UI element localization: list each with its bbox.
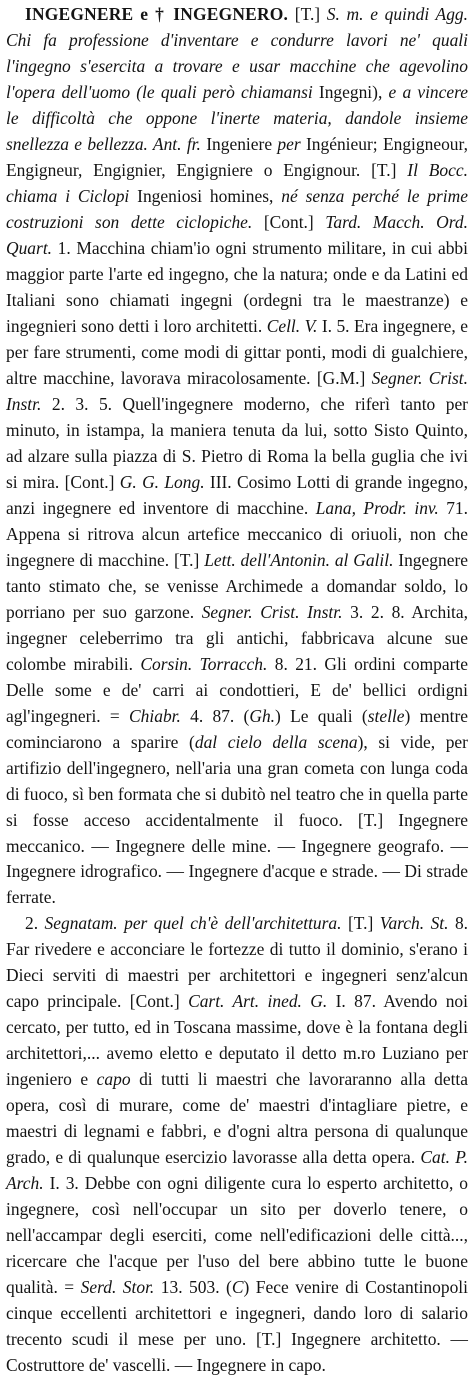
italic-text-run: e a vincere le difficoltà che oppone l'inerte materia, dandole insieme snellezza e bellezza. Ant. fr. — [6, 81, 469, 154]
entry-paragraph-1 — [6, 2, 468, 911]
italic-text-run: Varch. St. — [379, 913, 455, 934]
italic-text-run: Cat. P. Arch. — [6, 1147, 468, 1194]
text-run: Ingegnere tanto stimato che, se venisse Archimede a domandar soldo, lo porriano per suo garzone. — [6, 549, 468, 622]
text-run: 1. Macchina chiam'io ogni strumento militare, in cui abbi maggior parte l'arte ed ingegno, che la natura; onde e da Latini ed Italiani sono chiamati ingegni (ordegni tra le maestranze) e ingegnieri sono detti i loro architetti. — [6, 237, 468, 336]
italic-text-run: Corsin. Torracch. — [140, 653, 275, 674]
headword: INGEGNERE e † INGEGNERO. — [25, 4, 289, 24]
text-run: I. 3. Debbe con ogni diligente cura lo esperto architetto, o ingegnere, così nell'occupar un sito per doverlo tenere, o nell'accampar degli eserciti, come nell'edificazioni delle città..., ricercare che l'acque per l'uso del bere abbino tutte le buone qualità. = — [6, 1173, 468, 1298]
text-run: di tutti li maestri che lavoraranno alla detta opera, così di murare, come de' maestri d'intagliare pietre, e maestri di legnami e fabbri, e d'ogni altra persona di qualunque grado, e di qualunque esercizio lavorasse alla detta opera. — [6, 1069, 468, 1168]
italic-text-run: capo — [96, 1069, 131, 1090]
text-run: 2. 3. 5. Quell'ingegnere moderno, che riferì tanto per minuto, in istampa, la maniera tenuta da lui, sotto Sisto Quinto, ad alzare sulla piazza di S. Pietro di Roma la bella guglia che ivi si mira. [Cont.] — [6, 393, 468, 492]
text-run: ) mentre cominciarono a sparire ( — [6, 705, 468, 752]
text-run: III. Cosimo Lotti di grande ingegno, anzi ingegnere ed inventore di macchine. — [6, 471, 468, 518]
italic-text-run: Il Bocc. chiama i Ciclopi — [6, 159, 468, 206]
entry-paragraph-2 — [6, 911, 468, 1379]
italic-text-run: C — [231, 1277, 244, 1298]
text-run: 8. 21. Gli ordini comparte Delle some e de' carri ai condottieri, E de' bellici ordigni agl'ingegneri. = — [6, 653, 468, 726]
italic-text-run: per — [277, 133, 306, 154]
dictionary-page — [6, 2, 468, 1379]
text-run: Ingénieur; Engigneour, Engigneur, Engignier, Engigniere o Engignour. [T.] — [6, 133, 468, 180]
text-run: I. 5. Era ingegnere, e per fare strumenti, come modi di gittar ponti, modi di gualchiere, altre macchine, lavorava miracolosamente. [G.M.] — [6, 315, 468, 388]
text-run: [T.] — [347, 913, 380, 934]
text-run: I. 87. Avendo noi cercato, per tutto, ed in Toscana massime, dove è la fontana degli architettori,... avemo eletto e deputato il detto m.ro Luziano per ingeniero e — [6, 991, 468, 1090]
text-run: [Cont.] — [263, 211, 326, 232]
italic-text-run: Gh. — [249, 705, 276, 726]
italic-text-run: Serd. Stor. — [80, 1277, 161, 1298]
text-run: Ingeniere — [206, 133, 278, 154]
italic-text-run: Segner. Crist. Instr. — [201, 601, 351, 622]
text-run: 4. 87. ( — [190, 705, 250, 726]
italic-text-run: Cart. Art. ined. G. — [188, 991, 336, 1012]
text-run: Ingeniosi homines, — [137, 185, 282, 206]
italic-text-run: dal cielo della scena — [194, 731, 358, 752]
italic-text-run: G. G. Long. — [119, 471, 210, 492]
text-run: 3. 2. 8. Archita, ingegner celeberrimo tra gli antichi, fabbricava alcune sue colombe mirabili. — [6, 601, 468, 674]
text-run: ) Fece venire di Costantinopoli cinque eccellenti architettori e ingegneri, dando loro di salario trecento scudi il mese per uno. [T.] Ingegnere architetto. — Costruttore de' vascelli. — Ingegnere in capo. — [6, 1277, 468, 1376]
text-run: ), si vide, per artifizio dell'ingegnero, nell'aria una gran cometa con lunga coda di fuoco, sì ben formata che si dubitò nel teatro che in quella parte si fosse acceso accidentalmente il fuoco. [T.] Ingegnere meccanico. — Ingegnere delle mine. — Ingegnere geografo. — Ingegnere idrografico. — Ingegnere d'acque e strade. — Di strade ferrate. — [6, 731, 468, 908]
text-run: 8. Far rivedere e acconciare le fortezze di tutto il dominio, s'erano i Dieci serviti di maestri per architettori e ingegneri senz'alcun capo principale. [Cont.] — [6, 913, 469, 1012]
italic-text-run: Segner. Crist. Instr. — [6, 367, 468, 414]
text-run: ) Le quali ( — [275, 705, 368, 726]
italic-text-run: stelle — [367, 705, 405, 726]
italic-text-run: Tard. Macch. Ord. Quart. — [6, 211, 468, 258]
italic-text-run: Lana, Prodr. inv. — [315, 497, 447, 518]
text-run: Ingegni), — [318, 81, 389, 102]
italic-text-run: S. m. e quindi Agg. Chi fa professione d'inventare e condurre lavori ne' quali l'ingegno s'esercita a trovare e usar macchine che agevolino l'opera dell'uomo (le quali però chiamansi — [6, 4, 468, 102]
italic-text-run: né senza perché le prime costruzioni son dette ciclopiche. — [6, 185, 468, 232]
text-run: 13. 503. ( — [160, 1277, 232, 1298]
italic-text-run: Chiabr. — [129, 705, 191, 726]
text-run: 71. Appena si ritrova alcun artefice meccanico di oriuoli, non che ingegnere di macchine. [T.] — [6, 497, 468, 570]
text-run: 2. — [25, 913, 45, 934]
text-run: [T.] — [288, 4, 327, 24]
italic-text-run: Cell. V. — [266, 315, 322, 336]
italic-text-run: Lett. dell'Antonin. al Galil. — [204, 549, 399, 570]
italic-text-run: Segnatam. per quel ch'è dell'architettura. — [44, 913, 348, 934]
